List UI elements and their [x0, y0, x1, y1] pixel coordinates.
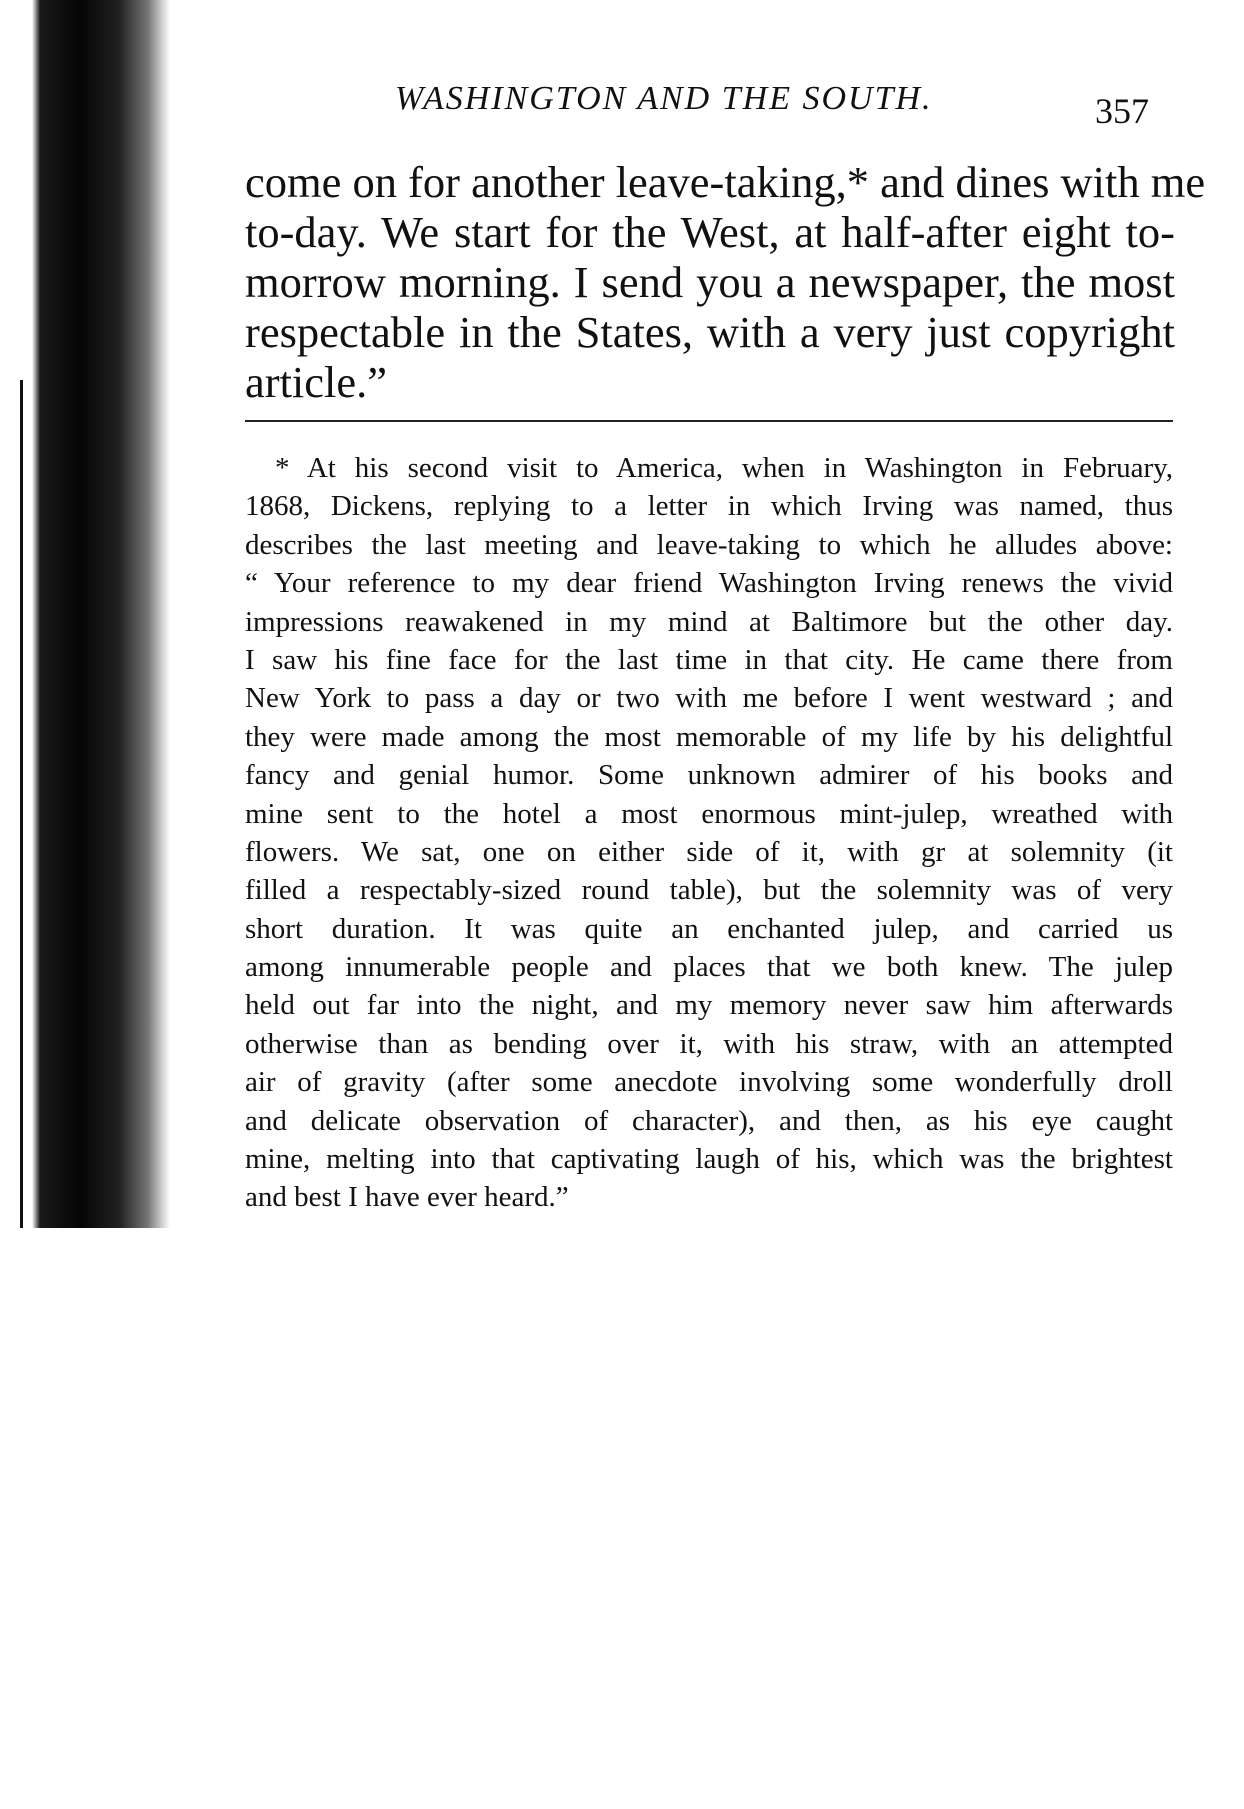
footnote-line: fancy and genial humor. Some unknown admirer of his books and	[245, 759, 1173, 792]
footnote-line: flowers. We sat, one on either side of it, with gr at solemnity (it	[245, 835, 1173, 868]
footnote-line: impressions reawakened in my mind at Baltimore but the other day.	[245, 605, 1173, 638]
footnote-divider	[245, 420, 1173, 422]
footnote-line: * At his second visit to America, when in Washington in February,	[275, 452, 1173, 484]
footnote-line: describes the last meeting and leave-taking to which he alludes above:	[245, 528, 1173, 561]
body-line: respectable in the States, with a very just copyright	[245, 307, 1175, 357]
footnote	[245, 449, 1173, 1217]
footnote-line: held out far into the night, and my memory never saw him afterwards	[245, 989, 1173, 1022]
footnote-line: short duration. It was quite an enchanted julep, and carried us	[245, 912, 1173, 945]
page-binding-shadow	[20, 0, 170, 1228]
footnote-line: they were made among the most memorable of my life by his delightful	[245, 720, 1173, 753]
body-line: come on for another leave-taking,* and dines with me	[245, 157, 1206, 207]
body-paragraph	[245, 157, 1206, 407]
body-line: morrow morning. I send you a newspaper, the most	[245, 257, 1175, 307]
footnote-line: and best I have ever heard.”	[245, 1181, 569, 1214]
footnote-line: 1868, Dickens, replying to a letter in which Irving was named, thus	[245, 490, 1173, 523]
footnote-line: filled a respectably-sized round table), but the solemnity was of very	[245, 874, 1173, 907]
body-line: to-day. We start for the West, at half-after eight to-	[245, 207, 1175, 257]
footnote-line: and delicate observation of character), and then, as his eye caught	[245, 1104, 1173, 1137]
footnote-line: otherwise than as bending over it, with his straw, with an attempted	[245, 1027, 1173, 1060]
footnote-line: air of gravity (after some anecdote involving some wonderfully droll	[245, 1066, 1173, 1099]
footnote-line: I saw his fine face for the last time in that city. He came there from	[245, 643, 1173, 676]
footnote-line: mine, melting into that captivating laugh of his, which was the brightest	[245, 1143, 1173, 1176]
body-line: article.”	[245, 357, 388, 407]
running-head	[395, 72, 1155, 132]
footnote-line: among innumerable people and places that we both knew. The julep	[245, 951, 1173, 984]
binding-edge-line	[20, 380, 23, 1228]
footnote-line: mine sent to the hotel a most enormous mint-julep, wreathed with	[245, 797, 1173, 830]
running-head-title: WASHINGTON AND THE SOUTH.	[395, 80, 933, 117]
page-number: 357	[1095, 91, 1149, 131]
footnote-line: “ Your reference to my dear friend Washington Irving renews the vivid	[245, 567, 1173, 600]
footnote-line: New York to pass a day or two with me before I went westward ; and	[245, 682, 1173, 715]
